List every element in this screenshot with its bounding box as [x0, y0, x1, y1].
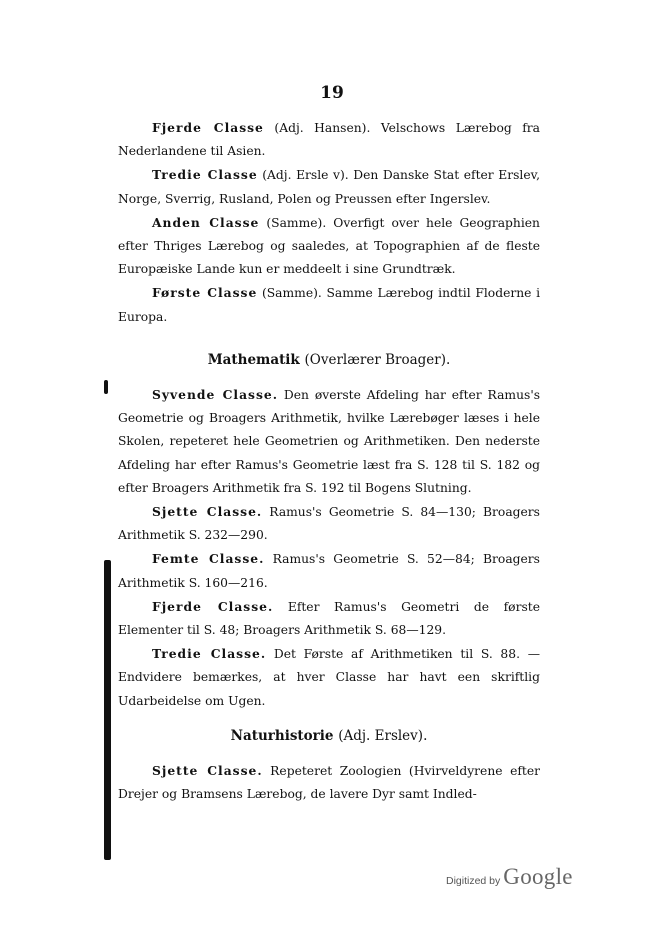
paragraph-text: Det Første af Arithmetiken til S. 88. — Endvidere bemærkes, at hver Classe har havt een skriftlig Udarbeidelse om Ugen.	[118, 647, 540, 708]
digitized-watermark	[446, 864, 573, 890]
class-lead: Første Classe	[152, 285, 258, 301]
paragraph-foerste-classe	[118, 281, 540, 328]
paragraph-text: Ramus's Geometrie S. 84—130; Broagers Arithmetik S. 232—290.	[118, 505, 540, 543]
section-subtitle: (Overlærer Broager).	[304, 351, 451, 368]
class-lead: Tredie Classe	[152, 167, 258, 183]
google-logo: Google	[503, 864, 573, 889]
class-lead: Fjerde Classe.	[152, 598, 274, 614]
paragraph-fjerde-classe	[118, 116, 540, 163]
paragraph-syvende-classe	[118, 383, 540, 500]
paragraph-text: (Adj. Ersle v). Den Danske Stat efter Erslev, Norge, Sverrig, Rusland, Polen og Preussen efter Ingerslev.	[118, 168, 540, 206]
page-number: 19	[320, 83, 344, 103]
class-lead: Femte Classe.	[152, 551, 265, 567]
section-subtitle: (Adj. Erslev).	[338, 727, 428, 744]
section-heading-mathematik	[118, 349, 540, 372]
paragraph-text: (Adj. Hansen). Velschows Lærebog fra Nederlandene til Asien.	[118, 121, 540, 159]
paragraph-femte-classe	[118, 547, 540, 594]
section-title: Naturhistorie	[230, 727, 334, 744]
paragraph-text: Ramus's Geometrie S. 52—84; Broagers Arithmetik S. 160—216.	[118, 552, 540, 590]
class-lead: Anden Classe	[152, 214, 260, 230]
page-content	[118, 116, 540, 806]
section-title: Mathematik	[207, 351, 300, 368]
margin-binding-mark	[104, 380, 108, 394]
class-lead: Sjette Classe.	[152, 763, 263, 779]
paragraph-tredie-classe-math	[118, 642, 540, 713]
section-heading-naturhistorie	[118, 725, 540, 748]
paragraph-text: (Samme). Samme Lærebog indtil Floderne i Europa.	[118, 286, 541, 324]
paragraph-text: (Samme). Overfigt over hele Geographien efter Thriges Lærebog og saaledes, at Topographien af de fleste Europæiske Lande kun er meddeelt i sine Grundtræk.	[118, 215, 540, 277]
paragraph-anden-classe	[118, 211, 540, 282]
paragraph-tredie-classe	[118, 163, 540, 210]
class-lead: Syvende Classe.	[152, 387, 279, 403]
class-lead: Fjerde Classe	[152, 120, 264, 135]
paragraph-sjette-classe-natur	[118, 759, 540, 806]
paragraph-sjette-classe	[118, 500, 540, 547]
paragraph-text: Repeteret Zoologien (Hvirveldyrene efter Drejer og Bramsens Lærebog, de lavere Dyr samt Indled-	[118, 764, 540, 802]
margin-binding-mark	[104, 560, 111, 860]
watermark-prefix: Digitized by	[446, 875, 501, 887]
paragraph-text: Efter Ramus's Geometri de første Elementer til S. 48; Broagers Arithmetik S. 68—129.	[118, 599, 540, 638]
paragraph-fjerde-classe-math	[118, 595, 540, 642]
paragraph-text: Den øverste Afdeling har efter Ramus's Geometrie og Broagers Arithmetik, hvilke Lærebøger læses i hele Skolen, repeteret hele Geometrien og Arithmetiken. Den nederste Afdeling har efter Ramus's Geometrie læst fra S. 128 til S. 182 og efter Broagers Arithmetik fra S. 192 til Bogens Slutning.	[118, 388, 541, 495]
class-lead: Sjette Classe.	[152, 504, 263, 520]
class-lead: Tredie Classe.	[152, 646, 267, 662]
